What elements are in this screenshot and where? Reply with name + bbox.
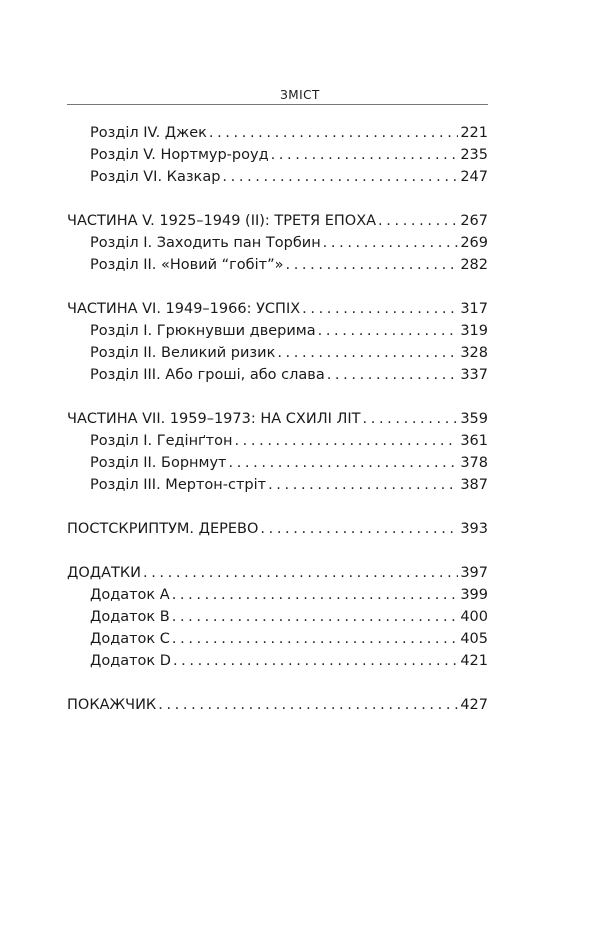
toc-entry-chapter[interactable] (67, 452, 488, 474)
toc-entry-chapter[interactable] (67, 166, 488, 188)
entry-title: Розділ III. Мертон-стріт (90, 477, 267, 493)
toc-entry-chapter[interactable] (67, 254, 488, 276)
toc-entry-part[interactable] (67, 518, 488, 540)
entry-title: ПОСТСКРИПТУМ. ДЕРЕВО (67, 521, 259, 537)
entry-page-number: 387 (460, 477, 488, 493)
entry-title: Додаток B (90, 609, 170, 625)
entry-page-number: 378 (460, 455, 488, 471)
toc-entry-chapter[interactable] (67, 122, 488, 144)
dot-leader (222, 166, 458, 188)
entry-title: Розділ I. Грюкнувши дверима (90, 323, 316, 339)
entry-title: Розділ II. Великий ризик (90, 345, 276, 361)
entry-title: Розділ I. Заходить пан Торбин (90, 235, 321, 251)
entry-title: Додаток A (90, 587, 170, 603)
dot-leader (172, 584, 459, 606)
entry-title: ЧАСТИНА V. 1925–1949 (II): ТРЕТЯ ЕПОХА (67, 213, 377, 229)
entry-title: Розділ V. Нортмур-роуд (90, 147, 269, 163)
dot-leader (285, 254, 458, 276)
entry-page-number: 319 (460, 323, 488, 339)
toc-entry-chapter[interactable] (67, 364, 488, 386)
toc-entry-chapter[interactable] (67, 342, 488, 364)
header-rule (67, 104, 488, 105)
toc-entry-part[interactable] (67, 694, 488, 716)
entry-page-number: 393 (460, 521, 488, 537)
entry-title: ДОДАТКИ (67, 565, 141, 581)
dot-leader (209, 122, 458, 144)
entry-page-number: 328 (460, 345, 488, 361)
toc-entry-chapter[interactable] (67, 232, 488, 254)
entry-page-number: 359 (460, 411, 488, 427)
toc-entry-chapter[interactable] (67, 650, 488, 672)
toc-entry-part[interactable] (67, 298, 488, 320)
dot-leader (229, 452, 459, 474)
toc-group (67, 122, 488, 188)
toc-group (67, 518, 488, 540)
entry-title: Розділ II. Борнмут (90, 455, 227, 471)
dot-leader (378, 210, 458, 232)
entry-page-number: 400 (460, 609, 488, 625)
dot-leader (260, 518, 458, 540)
dot-leader (234, 430, 458, 452)
entry-page-number: 282 (460, 257, 488, 273)
entry-page-number: 247 (460, 169, 488, 185)
toc-entry-chapter[interactable] (67, 606, 488, 628)
entry-title: Розділ III. Або гроші, або слава (90, 367, 325, 383)
entry-page-number: 269 (460, 235, 488, 251)
entry-page-number: 399 (460, 587, 488, 603)
entry-title: Розділ I. Гедінґтон (90, 433, 233, 449)
dot-leader (172, 606, 459, 628)
entry-page-number: 361 (460, 433, 488, 449)
entry-page-number: 317 (460, 301, 488, 317)
toc-entry-chapter[interactable] (67, 474, 488, 496)
toc-group (67, 210, 488, 276)
running-header: ЗМІСТ (280, 88, 320, 102)
toc-entry-chapter[interactable] (67, 584, 488, 606)
entry-title: Додаток D (90, 653, 171, 669)
entry-page-number: 267 (460, 213, 488, 229)
entry-page-number: 427 (460, 697, 488, 713)
entry-page-number: 337 (460, 367, 488, 383)
toc-entry-chapter[interactable] (67, 628, 488, 650)
entry-page-number: 405 (460, 631, 488, 647)
dot-leader (277, 342, 458, 364)
entry-title: Розділ II. «Новий “гобіт”» (90, 257, 284, 273)
toc-group (67, 694, 488, 716)
dot-leader (327, 364, 459, 386)
table-of-contents (67, 122, 488, 738)
dot-leader (172, 628, 458, 650)
toc-group (67, 298, 488, 386)
toc-entry-part[interactable] (67, 408, 488, 430)
dot-leader (363, 408, 459, 430)
entry-title: ПОКАЖЧИК (67, 697, 157, 713)
entry-title: Розділ IV. Джек (90, 125, 207, 141)
dot-leader (143, 562, 458, 584)
dot-leader (173, 650, 458, 672)
dot-leader (323, 232, 459, 254)
toc-entry-chapter[interactable] (67, 144, 488, 166)
toc-entry-chapter[interactable] (67, 320, 488, 342)
dot-leader (268, 474, 458, 496)
dot-leader (271, 144, 459, 166)
entry-page-number: 221 (460, 125, 488, 141)
toc-entry-chapter[interactable] (67, 430, 488, 452)
entry-title: Додаток C (90, 631, 170, 647)
entry-title: ЧАСТИНА VI. 1949–1966: УСПІХ (67, 301, 301, 317)
toc-group (67, 408, 488, 496)
toc-group (67, 562, 488, 672)
dot-leader (158, 694, 458, 716)
dot-leader (318, 320, 459, 342)
entry-page-number: 235 (460, 147, 488, 163)
dot-leader (302, 298, 458, 320)
toc-entry-part[interactable] (67, 562, 488, 584)
toc-entry-part[interactable] (67, 210, 488, 232)
entry-title: Розділ VI. Казкар (90, 169, 221, 185)
entry-page-number: 397 (460, 565, 488, 581)
entry-page-number: 421 (460, 653, 488, 669)
entry-title: ЧАСТИНА VII. 1959–1973: НА СХИЛІ ЛІТ (67, 411, 361, 427)
